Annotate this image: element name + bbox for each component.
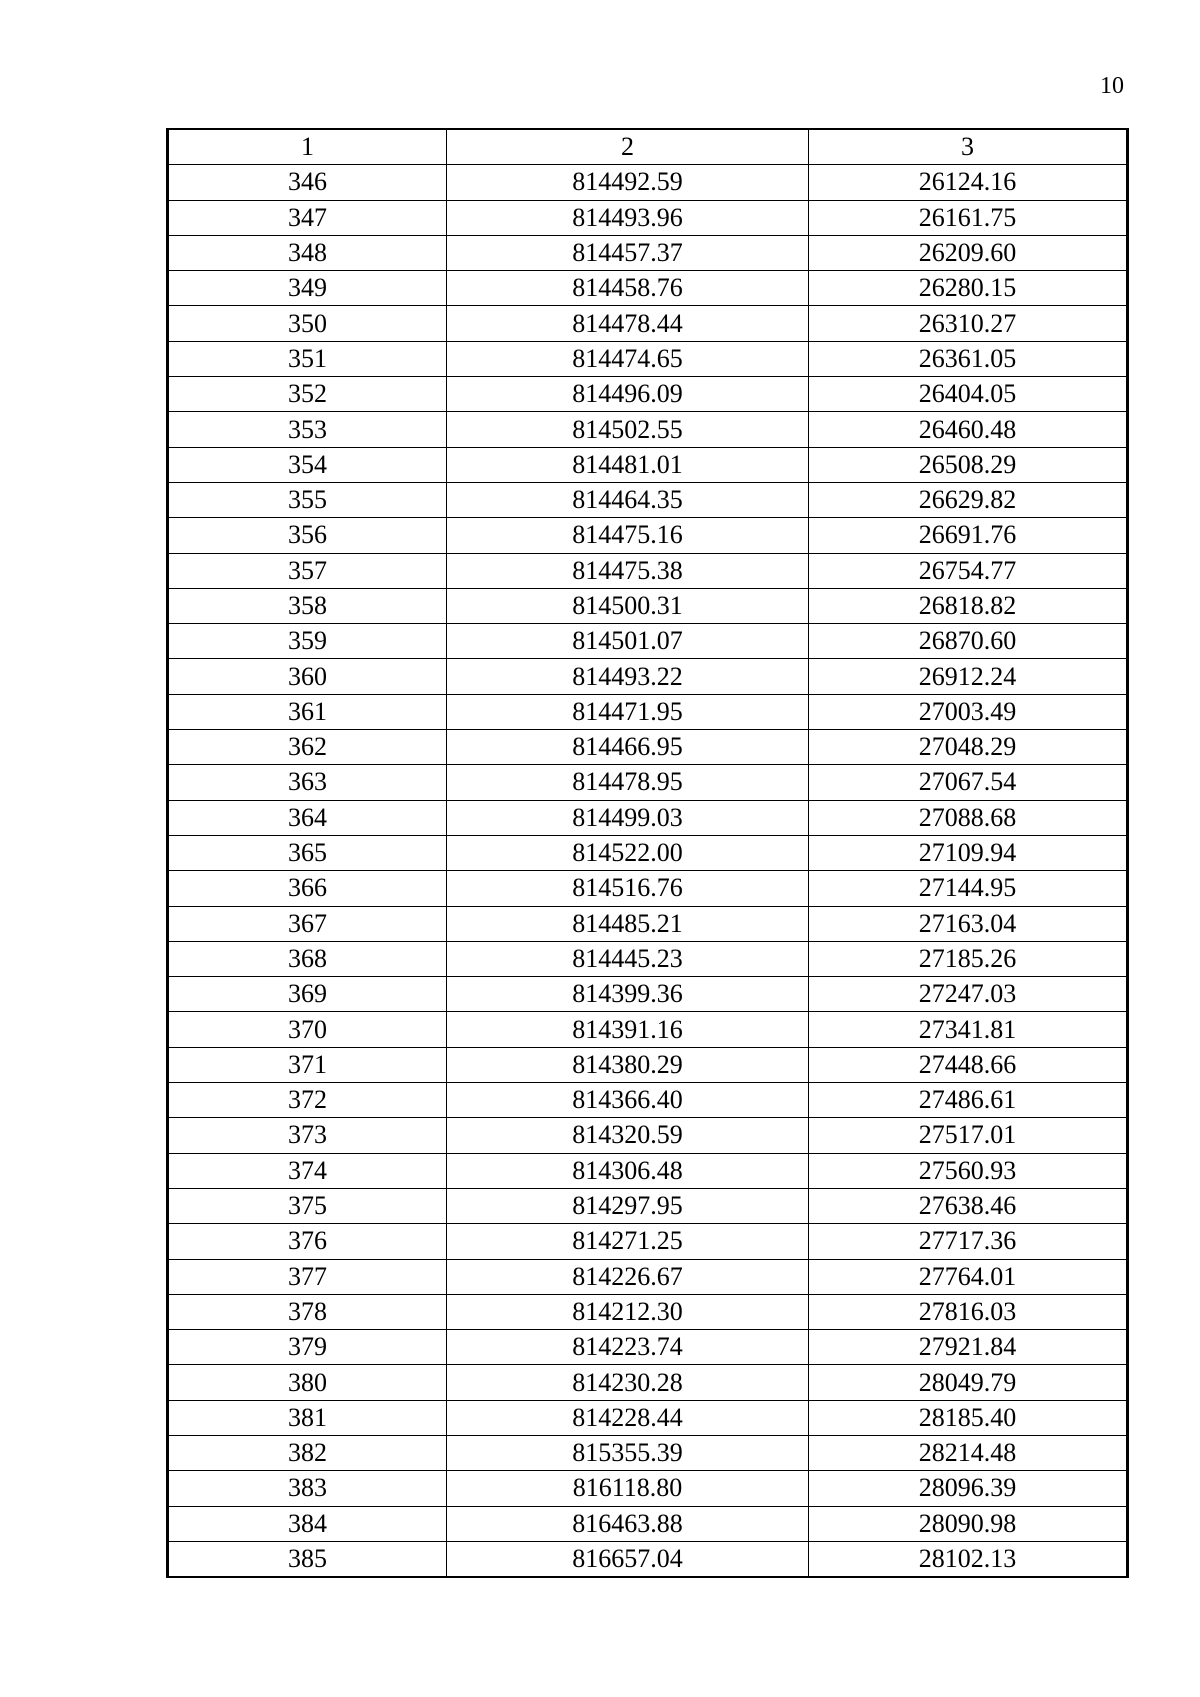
table-row xyxy=(168,165,1128,200)
x-coordinate-cell: 814457.37 xyxy=(447,235,809,270)
table-row xyxy=(168,412,1128,447)
point-number-cell: 376 xyxy=(168,1224,447,1259)
x-coordinate-cell: 814399.36 xyxy=(447,977,809,1012)
point-number-cell: 364 xyxy=(168,800,447,835)
table-row xyxy=(168,906,1128,941)
x-coordinate-cell: 814493.22 xyxy=(447,659,809,694)
y-coordinate-cell: 26818.82 xyxy=(809,588,1128,623)
x-coordinate-cell: 814466.95 xyxy=(447,730,809,765)
table-row xyxy=(168,553,1128,588)
table-row xyxy=(168,1224,1128,1259)
table-row xyxy=(168,518,1128,553)
y-coordinate-cell: 27003.49 xyxy=(809,694,1128,729)
y-coordinate-cell: 26161.75 xyxy=(809,200,1128,235)
y-coordinate-cell: 26629.82 xyxy=(809,482,1128,517)
table-row xyxy=(168,200,1128,235)
y-coordinate-cell: 27088.68 xyxy=(809,800,1128,835)
column-header-1: 1 xyxy=(168,129,447,165)
x-coordinate-cell: 814501.07 xyxy=(447,624,809,659)
y-coordinate-cell: 28049.79 xyxy=(809,1365,1128,1400)
x-coordinate-cell: 814500.31 xyxy=(447,588,809,623)
table-row xyxy=(168,1259,1128,1294)
x-coordinate-cell: 814522.00 xyxy=(447,835,809,870)
coordinates-table xyxy=(166,128,1129,1578)
table-row xyxy=(168,871,1128,906)
table-row xyxy=(168,271,1128,306)
point-number-cell: 383 xyxy=(168,1471,447,1506)
y-coordinate-cell: 27486.61 xyxy=(809,1083,1128,1118)
table-row xyxy=(168,1365,1128,1400)
point-number-cell: 368 xyxy=(168,941,447,976)
point-number-cell: 348 xyxy=(168,235,447,270)
y-coordinate-cell: 26280.15 xyxy=(809,271,1128,306)
point-number-cell: 355 xyxy=(168,482,447,517)
table-row xyxy=(168,624,1128,659)
x-coordinate-cell: 814475.38 xyxy=(447,553,809,588)
y-coordinate-cell: 27921.84 xyxy=(809,1330,1128,1365)
x-coordinate-cell: 814502.55 xyxy=(447,412,809,447)
x-coordinate-cell: 814492.59 xyxy=(447,165,809,200)
table-row xyxy=(168,1330,1128,1365)
point-number-cell: 353 xyxy=(168,412,447,447)
point-number-cell: 384 xyxy=(168,1506,447,1541)
point-number-cell: 362 xyxy=(168,730,447,765)
table-row xyxy=(168,730,1128,765)
x-coordinate-cell: 814271.25 xyxy=(447,1224,809,1259)
table-row xyxy=(168,835,1128,870)
x-coordinate-cell: 815355.39 xyxy=(447,1435,809,1470)
y-coordinate-cell: 26912.24 xyxy=(809,659,1128,694)
page-number: 10 xyxy=(1100,73,1124,99)
point-number-cell: 378 xyxy=(168,1294,447,1329)
y-coordinate-cell: 26404.05 xyxy=(809,377,1128,412)
table-row xyxy=(168,1188,1128,1223)
point-number-cell: 350 xyxy=(168,306,447,341)
y-coordinate-cell: 26209.60 xyxy=(809,235,1128,270)
x-coordinate-cell: 814366.40 xyxy=(447,1083,809,1118)
x-coordinate-cell: 814496.09 xyxy=(447,377,809,412)
x-coordinate-cell: 814478.44 xyxy=(447,306,809,341)
table-row xyxy=(168,306,1128,341)
point-number-cell: 374 xyxy=(168,1153,447,1188)
point-number-cell: 349 xyxy=(168,271,447,306)
table-row xyxy=(168,377,1128,412)
table-row xyxy=(168,1047,1128,1082)
table-row xyxy=(168,1471,1128,1506)
table-row xyxy=(168,694,1128,729)
point-number-cell: 385 xyxy=(168,1541,447,1577)
y-coordinate-cell: 28214.48 xyxy=(809,1435,1128,1470)
table-row xyxy=(168,235,1128,270)
y-coordinate-cell: 26691.76 xyxy=(809,518,1128,553)
x-coordinate-cell: 814481.01 xyxy=(447,447,809,482)
x-coordinate-cell: 814230.28 xyxy=(447,1365,809,1400)
point-number-cell: 356 xyxy=(168,518,447,553)
x-coordinate-cell: 814516.76 xyxy=(447,871,809,906)
x-coordinate-cell: 814474.65 xyxy=(447,341,809,376)
header-row xyxy=(168,129,1128,165)
table-row xyxy=(168,588,1128,623)
x-coordinate-cell: 814458.76 xyxy=(447,271,809,306)
x-coordinate-cell: 814223.74 xyxy=(447,1330,809,1365)
point-number-cell: 358 xyxy=(168,588,447,623)
point-number-cell: 366 xyxy=(168,871,447,906)
y-coordinate-cell: 27448.66 xyxy=(809,1047,1128,1082)
table-row xyxy=(168,1118,1128,1153)
y-coordinate-cell: 27163.04 xyxy=(809,906,1128,941)
y-coordinate-cell: 27560.93 xyxy=(809,1153,1128,1188)
table-row xyxy=(168,941,1128,976)
y-coordinate-cell: 27247.03 xyxy=(809,977,1128,1012)
x-coordinate-cell: 814464.35 xyxy=(447,482,809,517)
y-coordinate-cell: 27048.29 xyxy=(809,730,1128,765)
x-coordinate-cell: 814228.44 xyxy=(447,1400,809,1435)
table-row xyxy=(168,1435,1128,1470)
y-coordinate-cell: 27816.03 xyxy=(809,1294,1128,1329)
point-number-cell: 369 xyxy=(168,977,447,1012)
table-row xyxy=(168,1541,1128,1577)
table-row xyxy=(168,1012,1128,1047)
y-coordinate-cell: 26754.77 xyxy=(809,553,1128,588)
y-coordinate-cell: 28185.40 xyxy=(809,1400,1128,1435)
point-number-cell: 377 xyxy=(168,1259,447,1294)
x-coordinate-cell: 814380.29 xyxy=(447,1047,809,1082)
table-row xyxy=(168,977,1128,1012)
point-number-cell: 375 xyxy=(168,1188,447,1223)
x-coordinate-cell: 814320.59 xyxy=(447,1118,809,1153)
table-row xyxy=(168,1400,1128,1435)
x-coordinate-cell: 814391.16 xyxy=(447,1012,809,1047)
y-coordinate-cell: 27764.01 xyxy=(809,1259,1128,1294)
x-coordinate-cell: 814212.30 xyxy=(447,1294,809,1329)
point-number-cell: 372 xyxy=(168,1083,447,1118)
table-body xyxy=(168,165,1128,1577)
y-coordinate-cell: 27517.01 xyxy=(809,1118,1128,1153)
point-number-cell: 380 xyxy=(168,1365,447,1400)
point-number-cell: 352 xyxy=(168,377,447,412)
point-number-cell: 381 xyxy=(168,1400,447,1435)
column-header-3: 3 xyxy=(809,129,1128,165)
point-number-cell: 361 xyxy=(168,694,447,729)
x-coordinate-cell: 816118.80 xyxy=(447,1471,809,1506)
y-coordinate-cell: 27717.36 xyxy=(809,1224,1128,1259)
y-coordinate-cell: 27185.26 xyxy=(809,941,1128,976)
table-row xyxy=(168,800,1128,835)
x-coordinate-cell: 814297.95 xyxy=(447,1188,809,1223)
point-number-cell: 382 xyxy=(168,1435,447,1470)
y-coordinate-cell: 26361.05 xyxy=(809,341,1128,376)
point-number-cell: 360 xyxy=(168,659,447,694)
table-header xyxy=(168,129,1128,165)
point-number-cell: 373 xyxy=(168,1118,447,1153)
x-coordinate-cell: 816657.04 xyxy=(447,1541,809,1577)
y-coordinate-cell: 27638.46 xyxy=(809,1188,1128,1223)
y-coordinate-cell: 26124.16 xyxy=(809,165,1128,200)
point-number-cell: 371 xyxy=(168,1047,447,1082)
x-coordinate-cell: 814478.95 xyxy=(447,765,809,800)
table-row xyxy=(168,447,1128,482)
x-coordinate-cell: 814499.03 xyxy=(447,800,809,835)
column-header-2: 2 xyxy=(447,129,809,165)
y-coordinate-cell: 26310.27 xyxy=(809,306,1128,341)
y-coordinate-cell: 26508.29 xyxy=(809,447,1128,482)
table-row xyxy=(168,1083,1128,1118)
table-row xyxy=(168,1506,1128,1541)
y-coordinate-cell: 26870.60 xyxy=(809,624,1128,659)
y-coordinate-cell: 26460.48 xyxy=(809,412,1128,447)
point-number-cell: 357 xyxy=(168,553,447,588)
point-number-cell: 363 xyxy=(168,765,447,800)
y-coordinate-cell: 28096.39 xyxy=(809,1471,1128,1506)
x-coordinate-cell: 814306.48 xyxy=(447,1153,809,1188)
y-coordinate-cell: 27144.95 xyxy=(809,871,1128,906)
x-coordinate-cell: 814226.67 xyxy=(447,1259,809,1294)
point-number-cell: 365 xyxy=(168,835,447,870)
table-row xyxy=(168,765,1128,800)
x-coordinate-cell: 814485.21 xyxy=(447,906,809,941)
x-coordinate-cell: 814475.16 xyxy=(447,518,809,553)
point-number-cell: 347 xyxy=(168,200,447,235)
point-number-cell: 370 xyxy=(168,1012,447,1047)
x-coordinate-cell: 814493.96 xyxy=(447,200,809,235)
point-number-cell: 346 xyxy=(168,165,447,200)
y-coordinate-cell: 27067.54 xyxy=(809,765,1128,800)
x-coordinate-cell: 814471.95 xyxy=(447,694,809,729)
table-row xyxy=(168,1153,1128,1188)
y-coordinate-cell: 28090.98 xyxy=(809,1506,1128,1541)
y-coordinate-cell: 27109.94 xyxy=(809,835,1128,870)
point-number-cell: 351 xyxy=(168,341,447,376)
table-row xyxy=(168,341,1128,376)
table-row xyxy=(168,1294,1128,1329)
point-number-cell: 354 xyxy=(168,447,447,482)
y-coordinate-cell: 27341.81 xyxy=(809,1012,1128,1047)
table-row xyxy=(168,482,1128,517)
point-number-cell: 367 xyxy=(168,906,447,941)
x-coordinate-cell: 816463.88 xyxy=(447,1506,809,1541)
table-row xyxy=(168,659,1128,694)
y-coordinate-cell: 28102.13 xyxy=(809,1541,1128,1577)
point-number-cell: 359 xyxy=(168,624,447,659)
x-coordinate-cell: 814445.23 xyxy=(447,941,809,976)
point-number-cell: 379 xyxy=(168,1330,447,1365)
